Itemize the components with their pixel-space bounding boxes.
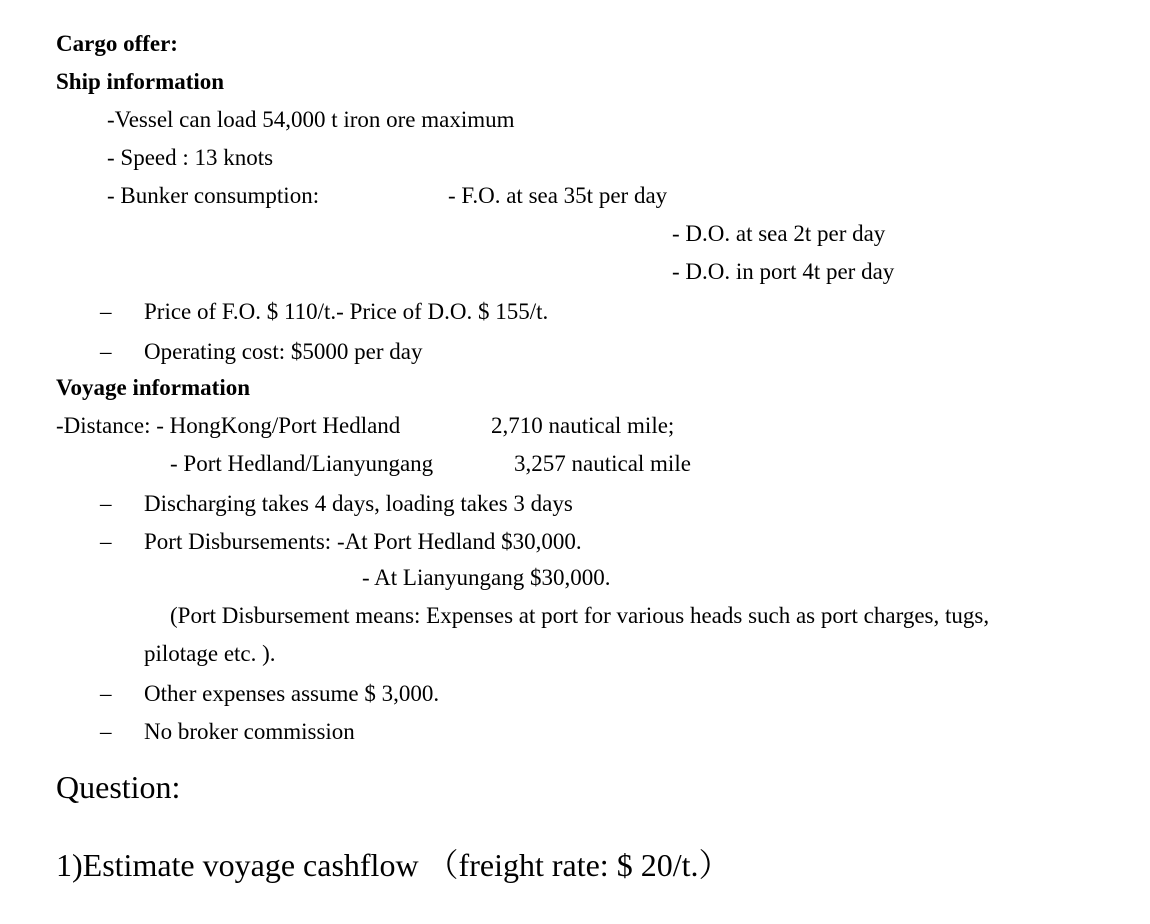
bullet-dash: –: [100, 529, 112, 554]
fo-at-sea-line: - F.O. at sea 35t per day: [448, 183, 668, 208]
port-lianyungang-line: - At Lianyungang $30,000.: [362, 565, 611, 590]
voyage-information-heading: Voyage information: [56, 375, 251, 400]
discharging-line: Discharging takes 4 days, loading takes 3 days: [144, 491, 573, 516]
distance-2-value: 3,257 nautical mile: [514, 451, 691, 476]
distance-1-value: 2,710 nautical mile;: [491, 413, 675, 438]
bunker-consumption-label: - Bunker consumption:: [107, 183, 320, 208]
distance-label: -Distance: - HongKong/Port Hedland: [56, 413, 401, 438]
do-in-port-line: - D.O. in port 4t per day: [672, 259, 895, 284]
distance-2-label: - Port Hedland/Lianyungang: [170, 451, 434, 476]
port-disbursements-line: Port Disbursements: -At Port Hedland $30,000.: [144, 529, 582, 554]
operating-cost-line: Operating cost: $5000 per day: [144, 339, 423, 364]
other-expenses-line: Other expenses assume $ 3,000.: [144, 681, 440, 706]
ship-information-heading: Ship information: [56, 69, 225, 94]
speed-line: - Speed : 13 knots: [107, 145, 274, 170]
question-item-1: 1)Estimate voyage cashflow （freight rate: $ 20/t.）: [56, 847, 731, 883]
bullet-dash: –: [100, 339, 112, 364]
bullet-dash: –: [100, 299, 112, 324]
port-disbursement-note-line-2: pilotage etc. ).: [144, 641, 276, 666]
cargo-offer-heading: Cargo offer:: [56, 31, 178, 56]
vessel-load-line: -Vessel can load 54,000 t iron ore maximum: [107, 107, 515, 132]
bullet-dash: –: [100, 719, 112, 744]
bullet-dash: –: [100, 681, 112, 706]
do-at-sea-line: - D.O. at sea 2t per day: [672, 221, 886, 246]
question-heading: Question:: [56, 769, 181, 805]
bullet-dash: –: [100, 491, 112, 516]
port-disbursement-note-line-1: (Port Disbursement means: Expenses at port for various heads such as port charges, tugs,: [170, 603, 990, 628]
price-line: Price of F.O. $ 110/t.- Price of D.O. $ 155/t.: [144, 299, 549, 324]
broker-commission-line: No broker commission: [144, 719, 355, 744]
